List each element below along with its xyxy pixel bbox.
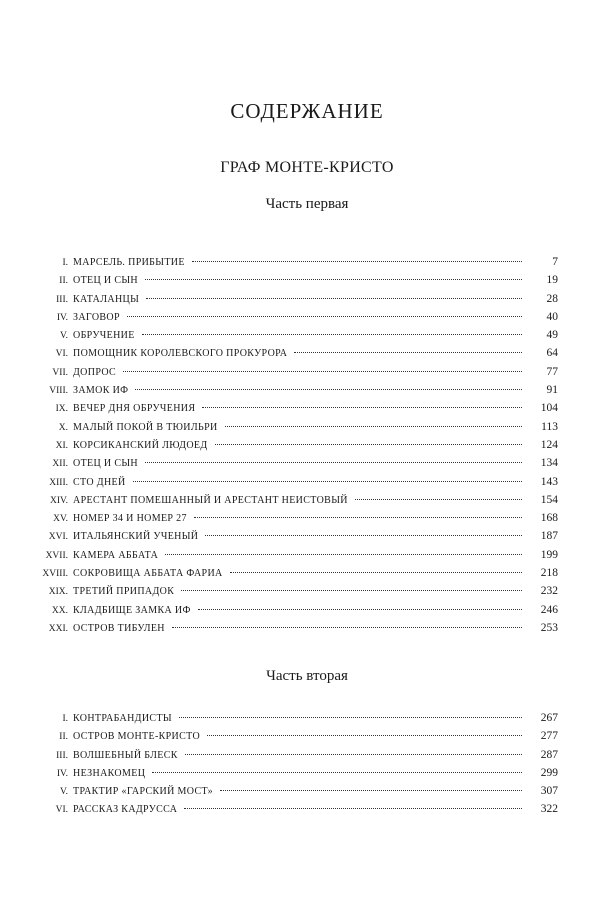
chapter-title: ВОЛШЕБНЫЙ БЛЕСК xyxy=(73,749,178,761)
toc-entry xyxy=(38,363,558,381)
chapter-title: ОСТРОВ ТИБУЛЕН xyxy=(73,622,165,634)
toc-entry xyxy=(38,381,558,399)
chapter-title: НЕЗНАКОМЕЦ xyxy=(73,767,146,779)
toc-entry xyxy=(38,253,558,271)
chapter-title: ОСТРОВ МОНТЕ-КРИСТО xyxy=(73,731,201,743)
chapter-page-number: 307 xyxy=(540,785,558,798)
chapter-title: АРЕСТАНТ ПОМЕШАННЫЙ И АРЕСТАНТ НЕИСТОВЫЙ xyxy=(73,494,348,506)
chapter-number: I. xyxy=(62,258,68,268)
dot-leader xyxy=(198,609,522,610)
chapter-number: VI. xyxy=(55,805,68,816)
toc-entry xyxy=(38,290,558,308)
chapter-page-number: 104 xyxy=(540,402,558,415)
chapter-title: МАРСЕЛЬ. ПРИБЫТИЕ xyxy=(73,257,185,268)
chapter-title: НОМЕР 34 И НОМЕР 27 xyxy=(73,513,187,525)
chapter-number: V. xyxy=(59,787,68,798)
dot-leader xyxy=(123,371,522,372)
toc-entry xyxy=(38,271,558,289)
chapter-title: РАССКАЗ КАДРУССА xyxy=(73,804,178,816)
dot-leader xyxy=(185,754,522,755)
chapter-title: ОБРУЧЕНИЕ xyxy=(73,330,135,342)
chapter-title: ОТЕЦ И СЫН xyxy=(73,275,138,287)
chapter-page-number: 7 xyxy=(552,256,558,268)
toc-entry xyxy=(38,782,558,800)
dot-leader xyxy=(225,426,522,427)
chapter-number: XIX. xyxy=(48,587,68,598)
toc-entry xyxy=(38,399,558,417)
chapter-page-number: 134 xyxy=(540,457,558,470)
chapter-number: XV. xyxy=(53,514,68,525)
chapter-title: ТРАКТИР «ГАРСКИЙ МОСТ» xyxy=(73,786,214,798)
chapter-title: ЗАМОК ИФ xyxy=(73,385,129,397)
dot-leader xyxy=(207,735,522,736)
chapter-title: СОКРОВИЩА АББАТА ФАРИА xyxy=(73,568,223,580)
dot-leader xyxy=(215,444,522,445)
chapter-number: IV. xyxy=(56,768,68,779)
toc-entry xyxy=(38,582,558,600)
chapter-page-number: 267 xyxy=(540,712,558,724)
chapter-number: X. xyxy=(58,422,68,433)
chapter-number: VIII. xyxy=(49,386,68,397)
toc-entry xyxy=(38,418,558,436)
toc-entry xyxy=(38,491,558,509)
chapter-page-number: 19 xyxy=(546,274,558,287)
toc-entry xyxy=(38,436,558,454)
toc-entry xyxy=(38,308,558,326)
chapter-title: КОРСИКАНСКИЙ ЛЮДОЕД xyxy=(73,439,208,451)
dot-leader xyxy=(181,590,522,591)
dot-leader xyxy=(220,790,522,791)
chapter-page-number: 187 xyxy=(540,530,558,543)
chapter-number: I. xyxy=(62,714,68,724)
chapter-number: XX. xyxy=(51,605,68,616)
chapter-number: IV. xyxy=(56,312,68,323)
dot-leader xyxy=(294,352,522,353)
chapter-page-number: 322 xyxy=(540,803,558,816)
chapter-page-number: 168 xyxy=(540,512,558,525)
chapter-page-number: 218 xyxy=(540,567,558,580)
toc-entry xyxy=(38,473,558,491)
chapter-page-number: 287 xyxy=(540,748,558,761)
dot-leader xyxy=(230,572,522,573)
chapter-title: ВЕЧЕР ДНЯ ОБРУЧЕНИЯ xyxy=(73,403,196,415)
chapter-title: ТРЕТИЙ ПРИПАДОК xyxy=(73,586,175,598)
dot-leader xyxy=(192,261,522,262)
chapter-page-number: 277 xyxy=(540,730,558,743)
chapter-number: III. xyxy=(56,294,68,305)
chapter-page-number: 113 xyxy=(541,420,558,433)
toc-entry xyxy=(38,564,558,582)
chapter-number: XII. xyxy=(52,459,68,470)
chapter-title: ЗАГОВОР xyxy=(73,311,120,323)
chapter-number: XIV. xyxy=(49,495,68,506)
dot-leader xyxy=(194,517,522,518)
book-title: ГРАФ МОНТЕ-КРИСТО xyxy=(220,159,394,176)
dot-leader xyxy=(355,499,522,500)
toc-entry xyxy=(38,509,558,527)
dot-leader xyxy=(127,316,522,317)
part-two-chapter-list xyxy=(38,709,558,819)
toc-entry xyxy=(38,746,558,764)
chapter-title: КОНТРАБАНДИСТЫ xyxy=(73,713,172,724)
chapter-title: СТО ДНЕЙ xyxy=(73,476,126,488)
chapter-number: II. xyxy=(59,276,68,287)
toc-entry xyxy=(38,546,558,564)
chapter-title: ПОМОЩНИК КОРОЛЕВСКОГО ПРОКУРОРА xyxy=(73,348,288,360)
chapter-page-number: 77 xyxy=(546,365,558,378)
chapter-page-number: 253 xyxy=(540,621,558,634)
chapter-title: КАМЕРА АББАТА xyxy=(73,549,159,561)
chapter-number: VII. xyxy=(52,367,68,378)
chapter-number: V. xyxy=(59,331,68,342)
chapter-number: III. xyxy=(56,750,68,761)
toc-entry xyxy=(38,454,558,472)
contents-heading: СОДЕРЖАНИЕ xyxy=(230,99,384,123)
dot-leader xyxy=(205,535,522,536)
dot-leader xyxy=(152,772,522,773)
dot-leader xyxy=(165,554,522,555)
chapter-number: XIII. xyxy=(49,477,68,488)
dot-leader xyxy=(133,481,522,482)
toc-entry xyxy=(38,764,558,782)
toc-entry xyxy=(38,619,558,637)
dot-leader xyxy=(179,717,522,718)
dot-leader xyxy=(145,279,522,280)
chapter-number: XI. xyxy=(55,440,68,451)
dot-leader xyxy=(142,334,522,335)
chapter-title: ДОПРОС xyxy=(73,366,117,378)
chapter-number: VI. xyxy=(55,349,68,360)
chapter-page-number: 124 xyxy=(540,438,558,451)
dot-leader xyxy=(146,298,522,299)
dot-leader xyxy=(172,627,522,628)
chapter-number: II. xyxy=(59,732,68,743)
chapter-page-number: 49 xyxy=(546,329,558,342)
chapter-page-number: 199 xyxy=(540,548,558,561)
toc-entry xyxy=(38,727,558,745)
chapter-page-number: 232 xyxy=(540,585,558,598)
toc-entry xyxy=(38,601,558,619)
chapter-page-number: 40 xyxy=(546,310,558,323)
toc-entry xyxy=(38,344,558,362)
chapter-page-number: 246 xyxy=(540,603,558,616)
part-one-chapter-list xyxy=(38,253,558,637)
chapter-page-number: 91 xyxy=(546,384,558,397)
chapter-number: XXI. xyxy=(48,623,68,634)
toc-entry xyxy=(38,527,558,545)
toc-entry xyxy=(38,326,558,344)
dot-leader xyxy=(135,389,522,390)
part-two-title: Часть вторая xyxy=(266,668,348,684)
dot-leader xyxy=(184,808,522,809)
chapter-title: ИТАЛЬЯНСКИЙ УЧЕНЫЙ xyxy=(73,531,199,543)
chapter-page-number: 299 xyxy=(540,766,558,779)
part-one-title: Часть первая xyxy=(265,196,349,212)
chapter-number: XVI. xyxy=(48,532,68,543)
chapter-page-number: 143 xyxy=(540,475,558,488)
chapter-page-number: 28 xyxy=(546,292,558,305)
chapter-number: IX. xyxy=(55,404,68,415)
dot-leader xyxy=(202,407,522,408)
chapter-title: КЛАДБИЩЕ ЗАМКА ИФ xyxy=(73,604,191,616)
chapter-title: ОТЕЦ И СЫН xyxy=(73,458,138,470)
chapter-page-number: 154 xyxy=(540,493,558,506)
toc-entry xyxy=(38,800,558,818)
chapter-title: КАТАЛАНЦЫ xyxy=(73,293,140,305)
chapter-number: XVIII. xyxy=(42,569,68,580)
toc-entry xyxy=(38,709,558,727)
chapter-number: XVII. xyxy=(45,550,68,561)
dot-leader xyxy=(145,462,522,463)
chapter-title: МАЛЫЙ ПОКОЙ В ТЮИЛЬРИ xyxy=(73,421,218,433)
chapter-page-number: 64 xyxy=(546,347,558,360)
